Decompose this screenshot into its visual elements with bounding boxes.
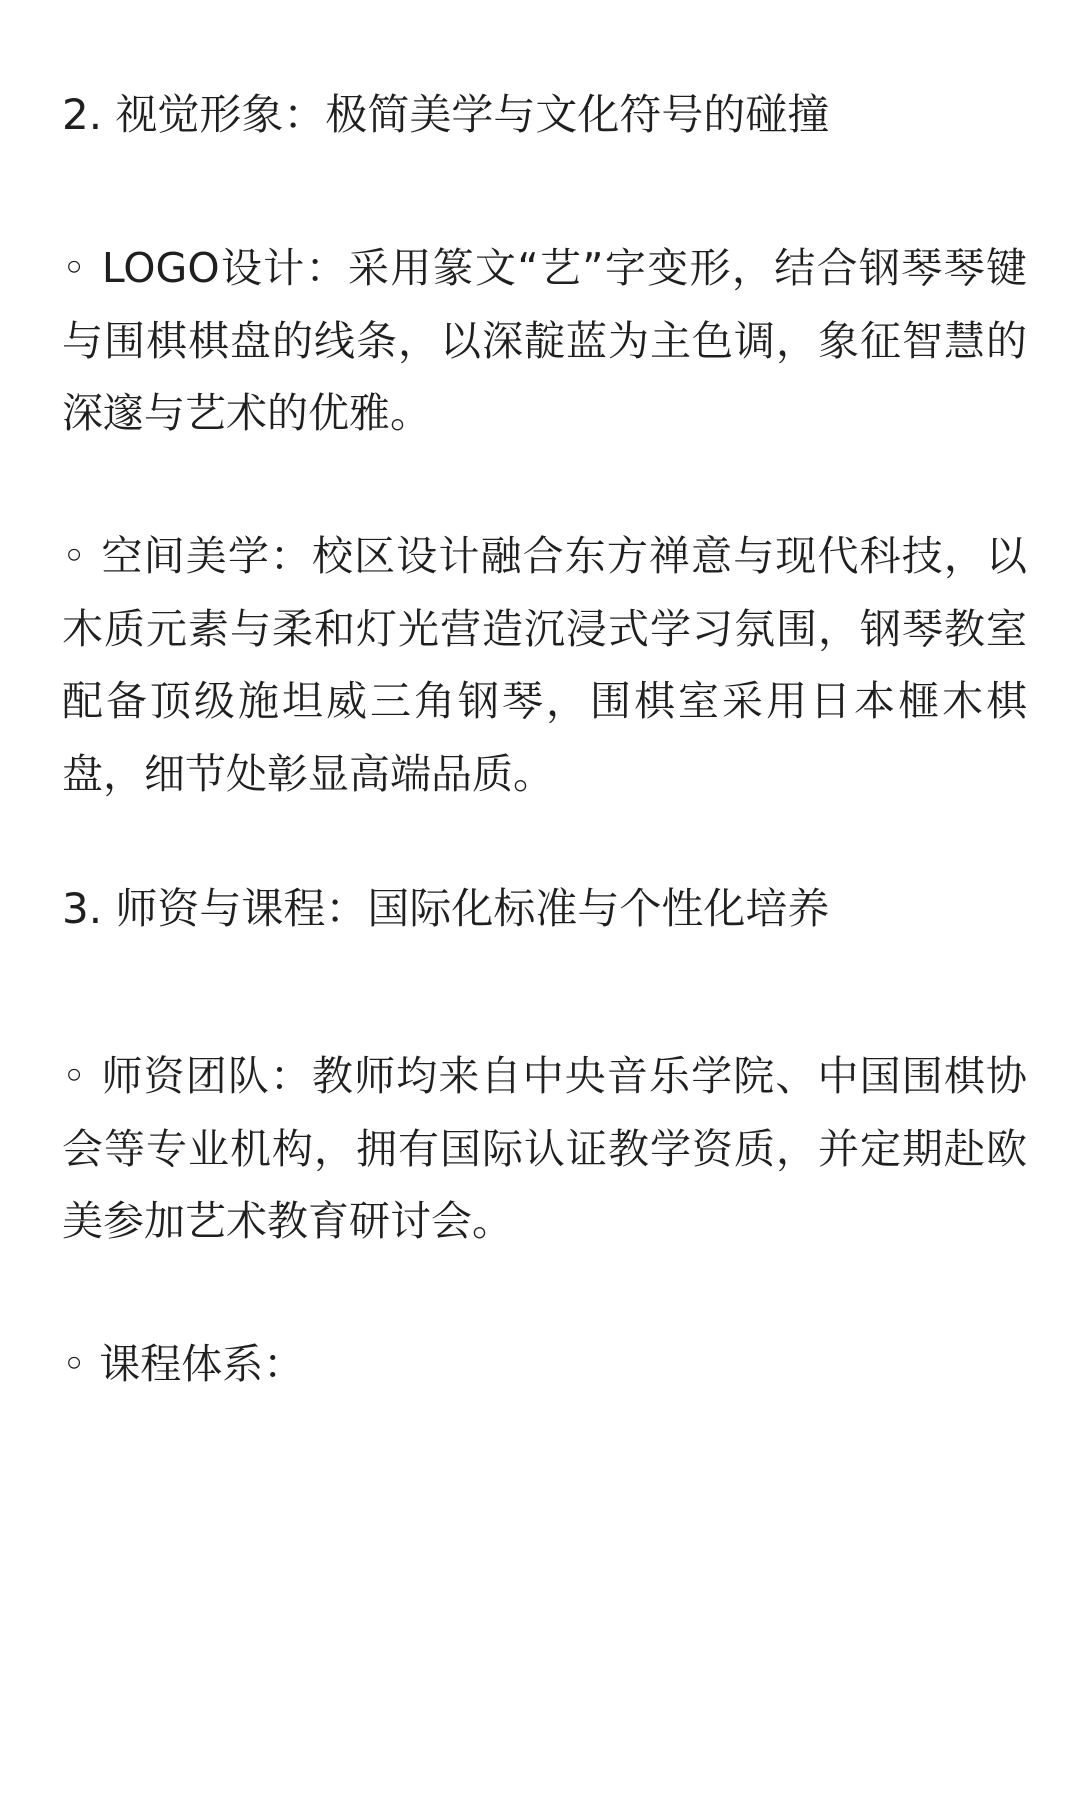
list-item-space-aesthetics: ◦ 空间美学：校区设计融合东方禅意与现代科技，以木质元素与柔和灯光营造沉浸式学习氛围，钢琴教室配备顶级施坦威三角钢琴，围棋室采用日本榧木棋盘，细节处彰显高端品质。 [62, 532, 1027, 798]
section-heading-visual-identity: 2. 视觉形象：极简美学与文化符号的碰撞 [62, 90, 830, 139]
list-item-faculty-team: ◦ 师资团队：教师均来自中央音乐学院、中国围棋协会等专业机构，拥有国际认证教学资质，并定期赴欧美参加艺术教育研讨会。 [62, 1052, 1027, 1245]
section-heading-faculty-curriculum: 3. 师资与课程：国际化标准与个性化培养 [62, 884, 830, 933]
list-item-curriculum: ◦ 课程体系： [62, 1340, 305, 1388]
list-item-logo-design: ◦ LOGO设计：采用篆文“艺”字变形，结合钢琴琴键与围棋棋盘的线条，以深靛蓝为主色调，象征智慧的深邃与艺术的优雅。 [62, 244, 1027, 437]
